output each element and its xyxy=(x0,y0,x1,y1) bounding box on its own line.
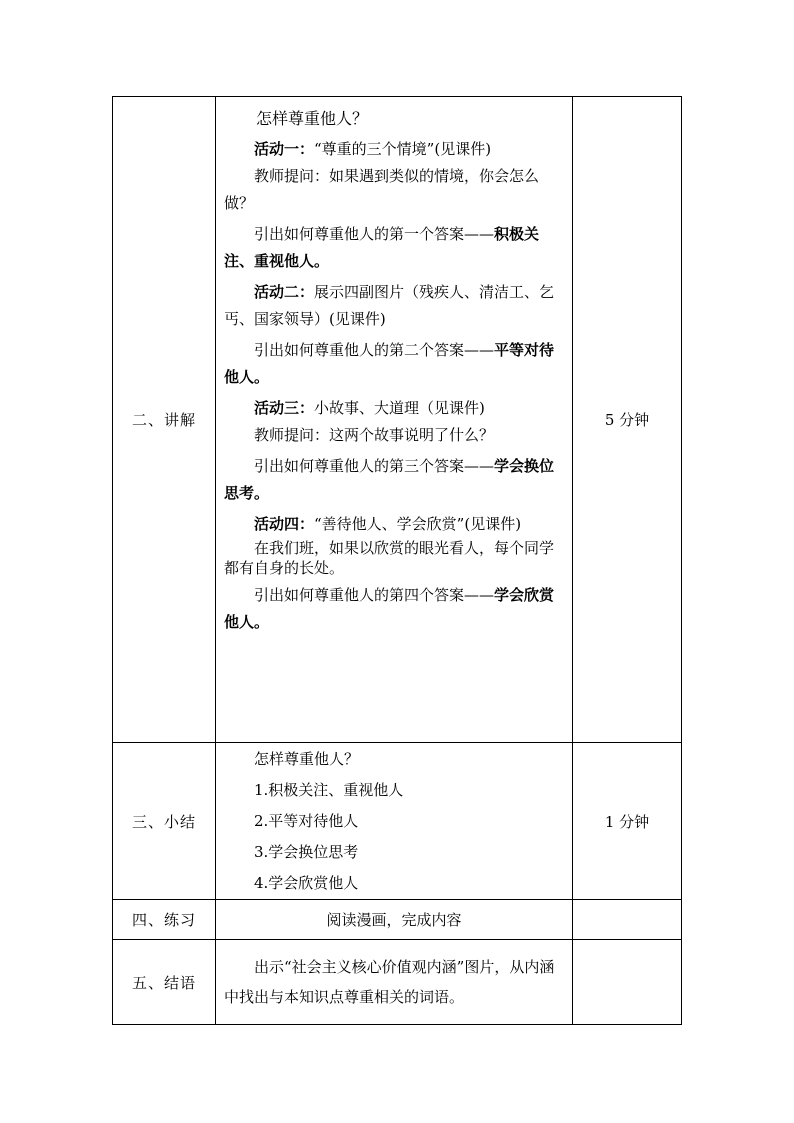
section-label: 三、小结 xyxy=(113,743,216,900)
activity-3: 活动三：小故事、大道理（见课件) xyxy=(254,399,485,417)
section-label: 四、练习 xyxy=(113,900,216,940)
teacher-question: 教师提问：这两个故事说明了什么？ xyxy=(254,426,495,444)
conclusion-content: 出示“社会主义核心价值观内涵”图片，从内涵中找出与本知识点尊重相关的词语。 xyxy=(224,958,555,1006)
list-item: 4.学会欣赏他人 xyxy=(254,873,359,892)
activity-label: 活动四： xyxy=(254,515,315,533)
activity-label: 活动一： xyxy=(254,140,315,158)
answer-2: 引出如何尊重他人的第二个答案——平等对待他人。 xyxy=(224,341,555,386)
lecture-content xyxy=(216,97,573,743)
lesson-plan-table xyxy=(112,96,682,1025)
question-heading: 怎样尊重他人？ xyxy=(256,109,369,128)
time-label xyxy=(573,900,682,940)
answer-4: 引出如何尊重他人的第四个答案——学会欣赏他人。 xyxy=(224,586,555,631)
list-item: 3.学会换位思考 xyxy=(254,842,359,861)
teacher-question: 教师提问：如果遇到类似的情境，你会怎么做？ xyxy=(224,167,540,212)
time-label xyxy=(573,940,682,1025)
activity-label: 活动二： xyxy=(254,283,315,301)
list-item: 1.积极关注、重视他人 xyxy=(254,780,404,799)
time-label: 1 分钟 xyxy=(573,743,682,900)
table-row-conclusion xyxy=(113,940,682,1025)
activity-4: 活动四：“善待他人、学会欣赏”(见课件) xyxy=(254,515,522,533)
table-row-lecture xyxy=(113,97,682,743)
section-label: 五、结语 xyxy=(113,940,216,1025)
table-row-summary xyxy=(113,743,682,900)
list-item: 2.平等对待他人 xyxy=(254,811,359,830)
time-label: 5 分钟 xyxy=(573,97,682,743)
practice-content: 阅读漫画，完成内容 xyxy=(216,900,573,940)
activity-1: 活动一：“尊重的三个情境”(见课件) xyxy=(254,140,492,158)
answer-3: 引出如何尊重他人的第三个答案——学会换位思考。 xyxy=(224,457,555,502)
activity-4-paragraph: 在我们班，如果以欣赏的眼光看人，每个同学都有自身的长处。 xyxy=(224,539,555,577)
table-row-practice xyxy=(113,900,682,940)
activity-2: 活动二：展示四副图片（残疾人、清洁工、乞丐、国家领导）(见课件) xyxy=(224,283,555,328)
summary-content xyxy=(216,743,573,900)
summary-title: 怎样尊重他人？ xyxy=(254,749,360,768)
answer-1: 引出如何尊重他人的第一个答案——积极关注、重视他人。 xyxy=(224,225,540,270)
conclusion-cell xyxy=(216,940,573,1025)
activity-label: 活动三： xyxy=(254,399,315,417)
section-label: 二、讲解 xyxy=(113,97,216,743)
